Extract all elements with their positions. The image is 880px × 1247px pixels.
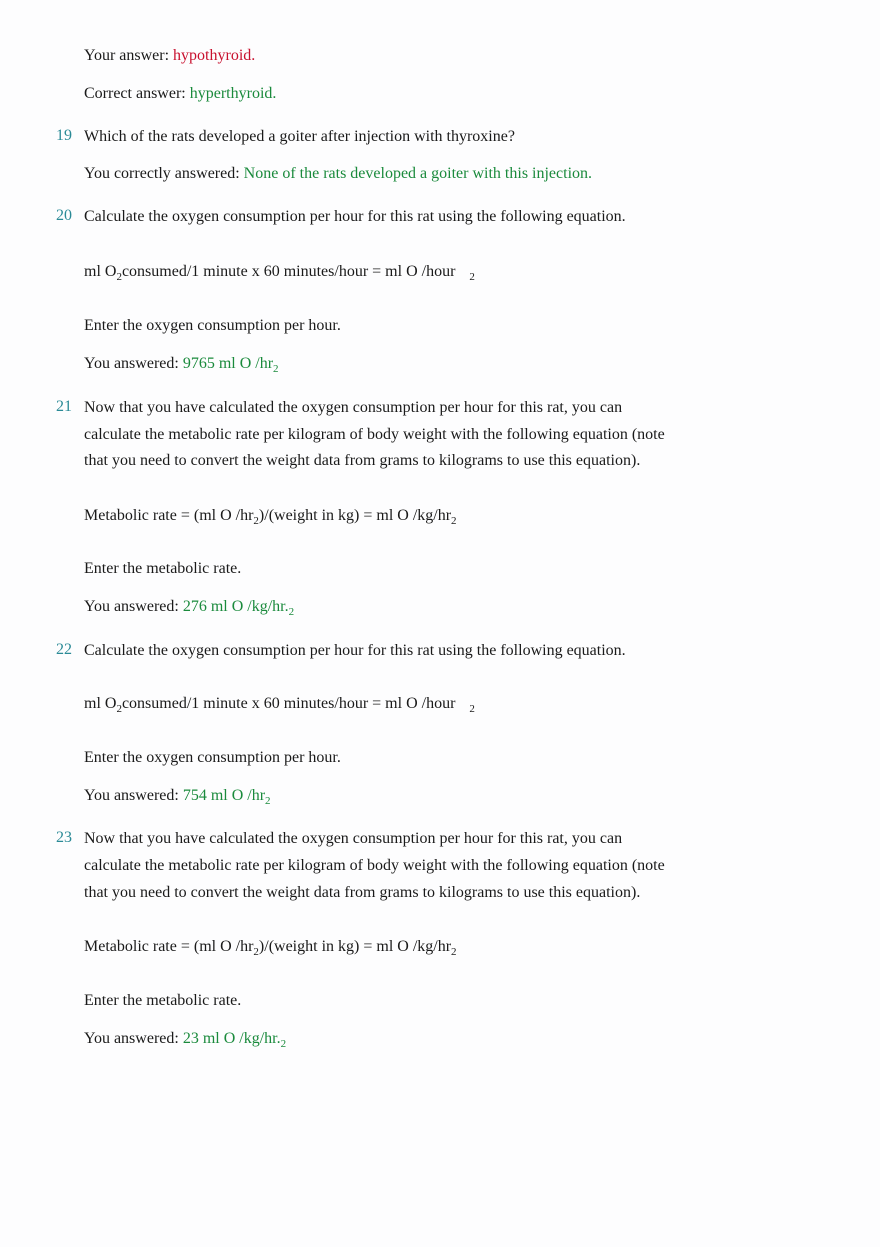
answered-value: 276 ml O /kg/hr. [182,598,289,615]
prompt-22: Enter the oxygen consumption per hour. [84,749,341,766]
correct-answer-line [84,84,276,104]
subscript: 2 [451,515,457,527]
answer-line-19 [84,164,592,184]
subscript: 2 [469,271,475,283]
answered-value: 23 ml O /kg/hr. [182,1030,281,1047]
subscript: 2 [451,946,457,958]
prompt-21: Enter the metabolic rate. [84,560,242,577]
equation-part: Metabolic rate = (ml O /hr [84,938,254,955]
subscript: 2 [116,271,122,283]
subscript: 2 [280,1038,287,1050]
question-19-text: Which of the rats developed a goiter after injection with thyroxine? [84,128,515,145]
question-number-20: 20 [56,207,72,224]
question-23-line-3: that you need to convert the weight data from grams to kilograms to use this equation). [84,884,641,901]
answered-label: You correctly answered: [84,165,244,182]
prompt-20: Enter the oxygen consumption per hour. [84,317,341,334]
answered-value: 9765 ml O /hr [182,355,274,372]
prompt-23: Enter the metabolic rate. [84,992,242,1009]
equation-part: )/(weight in kg) = ml O /kg/hr [258,938,452,955]
equation-part: ml O [84,263,117,280]
question-23-line-2: calculate the metabolic rate per kilogram of body weight with the following equation (note [84,857,665,874]
equation-part: Metabolic rate = (ml O /hr [84,507,254,524]
your-answer-value: hypothyroid. [173,47,256,64]
subscript: 2 [116,703,122,715]
subscript: 2 [469,703,475,715]
equation-23 [84,937,457,958]
question-21-line-1: Now that you have calculated the oxygen consumption per hour for this rat, you can [84,399,623,416]
answered-label: You answered: [84,1030,183,1047]
equation-21 [84,506,457,527]
answered-value: 754 ml O /hr [182,787,266,804]
subscript: 2 [253,515,259,527]
equation-22 [84,694,475,715]
question-number-22: 22 [56,641,72,658]
equation-part: consumed/1 minute x 60 minutes/hour = ml O /hour [121,695,456,712]
answer-line-21 [84,597,294,618]
answer-line-22 [84,786,271,807]
question-number-21: 21 [56,398,72,415]
question-number-23: 23 [56,829,72,846]
correct-answer-value: hyperthyroid. [189,85,277,102]
answered-value: None of the rats developed a goiter with this injection. [243,165,593,182]
answer-line-20 [84,354,279,375]
question-22-text: Calculate the oxygen consumption per hour for this rat using the following equation. [84,642,626,659]
question-21-line-2: calculate the metabolic rate per kilogram of body weight with the following equation (note [84,426,665,443]
question-number-19: 19 [56,127,72,144]
your-answer-label: Your answer: [84,47,174,64]
answered-label: You answered: [84,355,183,372]
equation-part: )/(weight in kg) = ml O /kg/hr [258,507,452,524]
equation-part: ml O [84,695,117,712]
equation-20 [84,262,475,283]
subscript: 2 [288,606,295,618]
subscript: 2 [253,946,259,958]
question-23-line-1: Now that you have calculated the oxygen consumption per hour for this rat, you can [84,830,623,847]
your-answer-line [84,46,255,66]
subscript: 2 [265,795,271,807]
question-21-line-3: that you need to convert the weight data from grams to kilograms to use this equation). [84,452,641,469]
equation-part: consumed/1 minute x 60 minutes/hour = ml O /hour [121,263,456,280]
answer-line-23 [84,1029,286,1050]
correct-answer-label: Correct answer: [84,85,190,102]
answered-label: You answered: [84,787,183,804]
question-20-text: Calculate the oxygen consumption per hour for this rat using the following equation. [84,208,626,225]
subscript: 2 [273,363,279,375]
answered-label: You answered: [84,598,183,615]
